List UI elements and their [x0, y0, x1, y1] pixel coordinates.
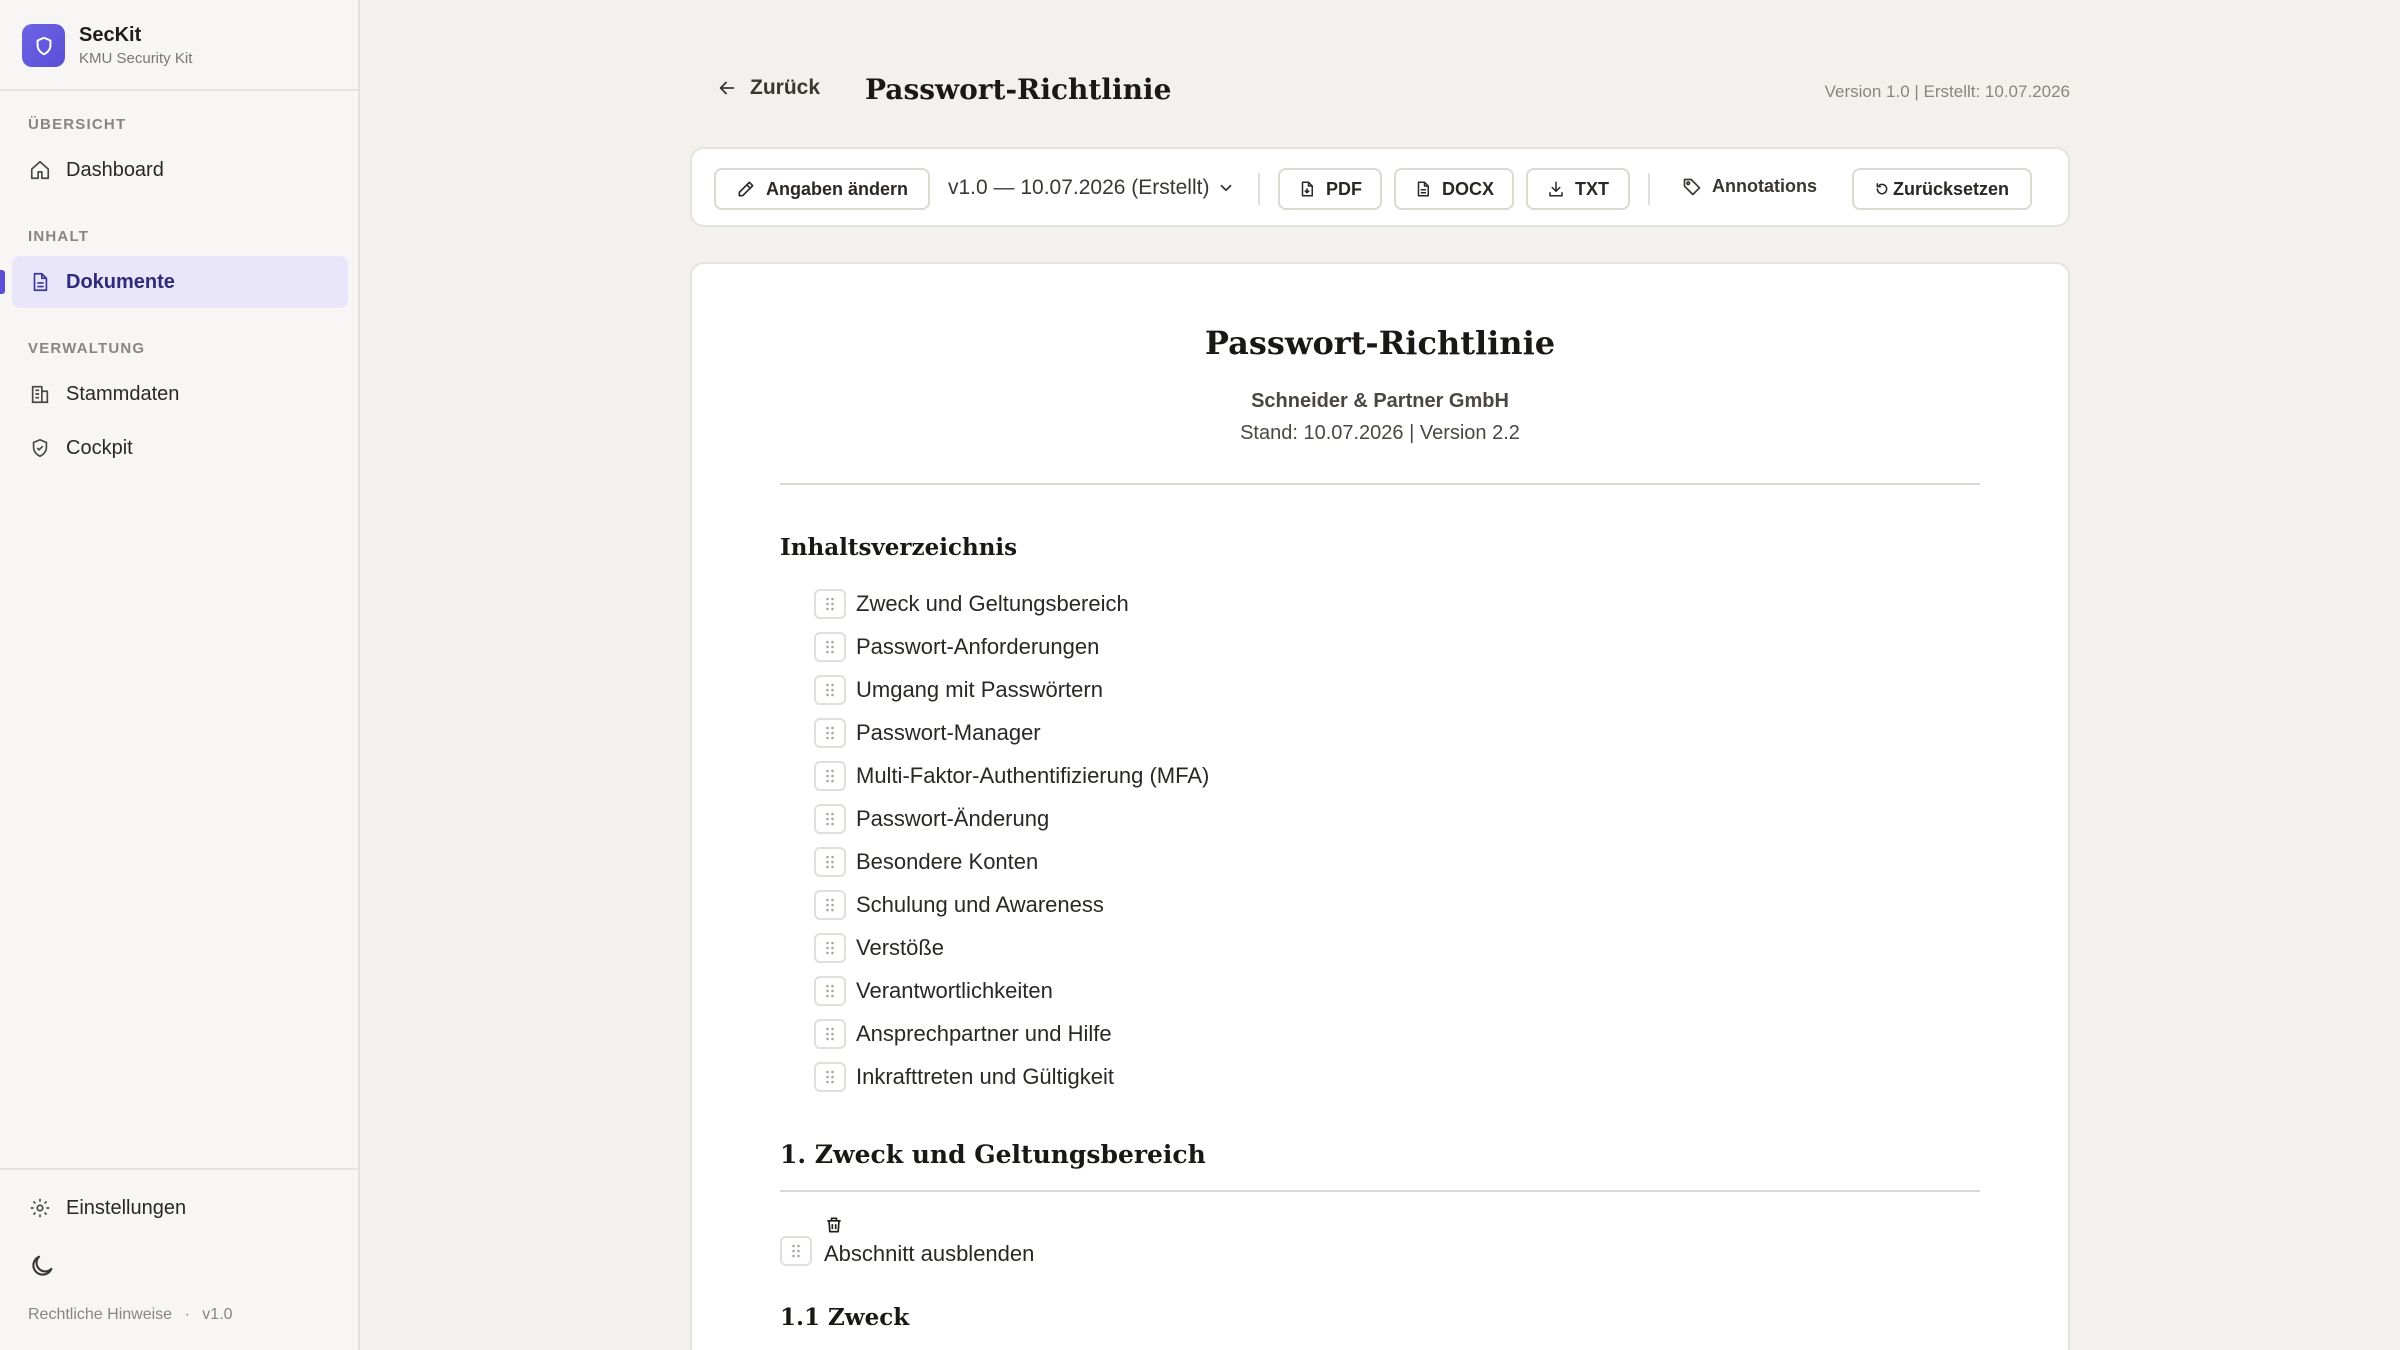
section-heading: 1. Zweck und Geltungsbereich	[780, 1140, 1206, 1169]
toc-list	[814, 582, 1209, 1098]
sidebar	[0, 0, 360, 1350]
sidebar-item-label: Cockpit	[66, 436, 133, 459]
toc-item-label[interactable]: Passwort-Anforderungen	[856, 633, 1100, 659]
toc-item[interactable]	[814, 582, 1209, 625]
document-icon	[28, 270, 52, 294]
drag-handle-icon[interactable]	[814, 804, 846, 834]
drag-handle-icon[interactable]	[814, 976, 846, 1006]
toc-item-label[interactable]: Multi-Faktor-Authentifizierung (MFA)	[856, 762, 1210, 788]
drag-handle-icon[interactable]	[814, 718, 846, 748]
back-label: Zurück	[750, 76, 821, 99]
document-icon	[1414, 180, 1432, 198]
toc-item[interactable]	[814, 668, 1209, 711]
toolbar	[690, 147, 2070, 227]
footer-separator: ·	[184, 1306, 190, 1323]
toc-item-label[interactable]: Verstöße	[856, 934, 945, 960]
annotations-button[interactable]	[1682, 176, 1817, 197]
edit-details-button[interactable]	[714, 168, 930, 210]
legal-link[interactable]: Rechtliche Hinweise	[28, 1306, 173, 1323]
drag-handle-icon[interactable]	[814, 1019, 846, 1049]
sidebar-item-cockpit[interactable]	[12, 422, 348, 474]
toc-heading: Inhaltsverzeichnis	[780, 534, 1018, 561]
sidebar-item-master-data[interactable]	[12, 368, 348, 420]
toc-item-label[interactable]: Verantwortlichkeiten	[856, 977, 1053, 1003]
arrow-left-icon	[716, 77, 738, 99]
drag-handle-icon[interactable]	[814, 675, 846, 705]
app-name: SecKit	[79, 24, 142, 46]
toc-item-label[interactable]: Zweck und Geltungsbereich	[856, 590, 1129, 616]
version-select-value: v1.0 — 10.07.2026 (Erstellt)	[948, 176, 1210, 199]
trash-icon[interactable]	[824, 1215, 844, 1240]
drag-handle-icon[interactable]	[814, 1062, 846, 1092]
divider	[0, 89, 358, 91]
toc-item[interactable]	[814, 1012, 1209, 1055]
document-preview	[690, 262, 2070, 1350]
document-divider	[780, 483, 1980, 485]
annotations-label: Annotations	[1712, 176, 1817, 196]
toc-item-label[interactable]: Ansprechpartner und Hilfe	[856, 1020, 1112, 1046]
document-stand: Stand: 10.07.2026 | Version 2.2	[1240, 422, 1520, 444]
toc-item-label[interactable]: Passwort-Änderung	[856, 805, 1050, 831]
shield-check-icon	[28, 436, 52, 460]
back-button[interactable]	[716, 76, 820, 100]
nav-section-admin: VERWALTUNG	[28, 340, 146, 357]
toc-item[interactable]	[814, 625, 1209, 668]
txt-button[interactable]	[1526, 168, 1630, 210]
docx-button[interactable]	[1394, 168, 1514, 210]
reset-label: Zurücksetzen	[1892, 178, 2010, 199]
app-version: v1.0	[202, 1306, 233, 1323]
shield-logo-icon	[22, 24, 65, 67]
toc-item[interactable]	[814, 797, 1209, 840]
version-select[interactable]	[948, 176, 1235, 200]
drag-handle-icon[interactable]	[814, 847, 846, 877]
version-meta: Version 1.0 | Erstellt: 10.07.2026	[1824, 82, 2070, 101]
toc-item-label[interactable]: Inkrafttreten und Gültigkeit	[856, 1063, 1115, 1089]
nav-section-content: INHALT	[28, 228, 90, 245]
pencil-icon	[736, 179, 756, 199]
sidebar-item-settings[interactable]	[12, 1182, 348, 1234]
docx-label: DOCX	[1441, 178, 1494, 199]
home-icon	[28, 158, 52, 182]
toc-item-label[interactable]: Schulung und Awareness	[856, 891, 1104, 917]
hide-section-button[interactable]: Abschnitt ausblenden	[824, 1241, 1035, 1266]
sidebar-item-documents[interactable]	[12, 256, 348, 308]
toc-item[interactable]	[814, 926, 1209, 969]
toc-item[interactable]	[814, 969, 1209, 1012]
drag-handle-icon[interactable]	[814, 632, 846, 662]
toc-item[interactable]	[814, 840, 1209, 883]
sidebar-item-label: Einstellungen	[66, 1196, 187, 1219]
toc-item[interactable]	[814, 883, 1209, 926]
section-divider	[780, 1190, 1980, 1192]
building-icon	[28, 382, 52, 406]
toc-item[interactable]	[814, 754, 1209, 797]
txt-label: TXT	[1575, 178, 1609, 199]
sidebar-item-label: Dashboard	[66, 158, 164, 181]
document-company: Schneider & Partner GmbH	[1251, 390, 1509, 412]
gear-icon	[28, 1196, 52, 1220]
sidebar-item-dashboard[interactable]	[12, 144, 348, 196]
toc-item-label[interactable]: Passwort-Manager	[856, 719, 1041, 745]
pdf-button[interactable]	[1278, 168, 1382, 210]
toc-item[interactable]	[814, 1055, 1209, 1098]
divider	[0, 1168, 358, 1170]
toc-item-label[interactable]: Besondere Konten	[856, 848, 1039, 874]
reset-button[interactable]	[1852, 168, 2032, 210]
document-title: Passwort-Richtlinie	[1204, 324, 1556, 362]
brand[interactable]	[22, 24, 192, 67]
drag-handle-icon[interactable]	[814, 589, 846, 619]
edit-details-label: Angaben ändern	[765, 178, 908, 199]
drag-handle-icon[interactable]	[814, 761, 846, 791]
drag-handle-icon[interactable]	[780, 1236, 812, 1266]
active-indicator	[0, 270, 5, 294]
subsection-heading: 1.1 Zweck	[780, 1304, 910, 1331]
pdf-label: PDF	[1326, 178, 1362, 199]
file-icon	[1298, 180, 1316, 198]
drag-handle-icon[interactable]	[814, 933, 846, 963]
toc-item-label[interactable]: Umgang mit Passwörtern	[856, 676, 1103, 702]
toolbar-separator	[1258, 173, 1260, 205]
tag-icon	[1682, 177, 1702, 197]
download-icon	[1547, 180, 1565, 198]
app-subtitle: KMU Security Kit	[79, 50, 193, 67]
sidebar-footer	[28, 1306, 233, 1324]
drag-handle-icon[interactable]	[814, 890, 846, 920]
nav-section-overview: ÜBERSICHT	[28, 116, 127, 133]
moon-icon[interactable]	[28, 1252, 56, 1285]
toolbar-separator	[1648, 173, 1650, 205]
rotate-icon	[1875, 182, 1889, 196]
chevron-down-icon	[1217, 179, 1235, 197]
sidebar-item-label: Stammdaten	[66, 382, 180, 405]
page-title: Passwort-Richtlinie	[865, 73, 1172, 106]
sidebar-item-label: Dokumente	[66, 270, 175, 293]
toc-item[interactable]	[814, 711, 1209, 754]
